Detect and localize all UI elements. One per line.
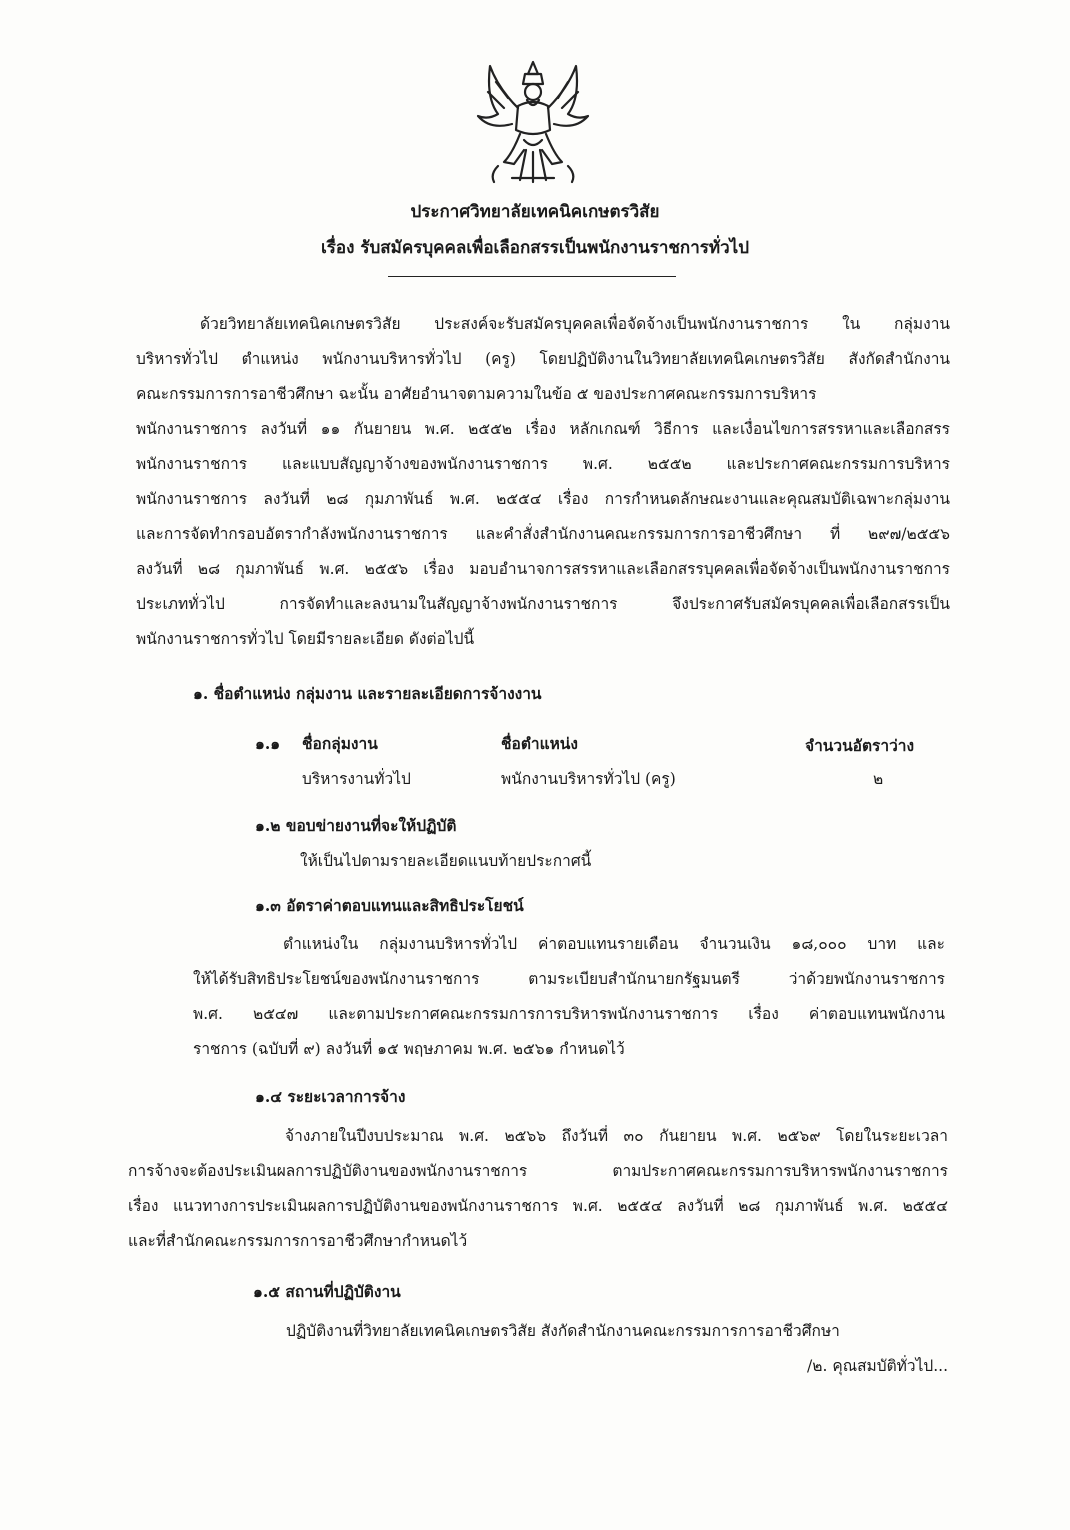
intro-line: พนักงานราชการทั่วไป โดยมีรายละเอียด ดังต่อไปนี้	[136, 630, 475, 648]
s11-number: ๑.๑	[255, 734, 281, 753]
s15-text: ปฏิบัติงานที่วิทยาลัยเทคนิคเกษตรวิสัย สังกัดสำนักงานคณะกรรมการการอาชีวศึกษา	[286, 1322, 840, 1340]
announcement-subject: เรื่อง รับสมัครบุคคลเพื่อเลือกสรรเป็นพนักงานราชการทั่วไป	[320, 238, 749, 258]
s13-line: ตำแหน่งใน กลุ่มงานบริหารทั่วไป ค่าตอบแทนรายเดือน จำนวนเงิน ๑๘,๐๐๐ บาท และ	[283, 935, 945, 953]
s11-position-value: พนักงานบริหารทั่วไป (ครู)	[501, 770, 676, 788]
s12-heading: ๑.๒ ขอบข่ายงานที่จะให้ปฏิบัติ	[255, 816, 457, 835]
garuda-emblem-icon	[468, 58, 598, 190]
s15-heading: ๑.๕ สถานที่ปฏิบัติงาน	[253, 1282, 401, 1301]
intro-line: บริหารทั่วไป ตำแหน่ง พนักงานบริหารทั่วไป (ครู) โดยปฏิบัติงานในวิทยาลัยเทคนิคเกษตรวิสัย สังกัดสำนักงาน	[136, 350, 950, 368]
s14-line: การจ้างจะต้องประเมินผลการปฏิบัติงานของพนักงานราชการ ตามประกาศคณะกรรมการบริหารพนักงานราชการ	[128, 1162, 948, 1180]
announcement-title: ประกาศวิทยาลัยเทคนิคเกษตรวิสัย	[410, 202, 660, 222]
s14-line: เรื่อง แนวทางการประเมินผลการปฏิบัติงานของพนักงานราชการ พ.ศ. ๒๕๕๔ ลงวันที่ ๒๘ กุมภาพันธ์ พ.ศ. ๒๕๕๔	[128, 1197, 948, 1215]
s11-count-value: ๒	[873, 770, 884, 788]
s11-group-value: บริหารงานทั่วไป	[302, 770, 411, 788]
s13-line: ราชการ (ฉบับที่ ๙) ลงวันที่ ๑๕ พฤษภาคม พ.ศ. ๒๕๖๑ กำหนดไว้	[193, 1040, 625, 1058]
s11-col-group: ชื่อกลุ่มงาน	[302, 734, 378, 753]
s11-col-count: จำนวนอัตราว่าง	[805, 736, 915, 755]
s13-line: ให้ได้รับสิทธิประโยชน์ของพนักงานราชการ ตามระเบียบสำนักนายกรัฐมนตรี ว่าด้วยพนักงานราชการ	[193, 970, 945, 988]
intro-line: และการจัดทำกรอบอัตรากำลังพนักงานราชการ และคำสั่งสำนักงานคณะกรรมการการอาชีวศึกษา ที่ ๒๙๗/๒๕๕๖	[136, 525, 950, 543]
intro-line: ด้วยวิทยาลัยเทคนิคเกษตรวิสัย ประสงค์จะรับสมัครบุคคลเพื่อจัดจ้างเป็นพนักงานราชการ ใน กลุ่มงาน	[200, 315, 950, 333]
s13-line: พ.ศ. ๒๕๔๗ และตามประกาศคณะกรรมการการบริหารพนักงานราชการ เรื่อง ค่าตอบแทนพนักงาน	[193, 1005, 945, 1023]
intro-line: ประเภททั่วไป การจัดทำและลงนามในสัญญาจ้างพนักงานราชการ จึงประกาศรับสมัครบุคคลเพื่อเลือกสรรเป็น	[136, 595, 950, 613]
intro-line: คณะกรรมการการอาชีวศึกษา ฉะนั้น อาศัยอำนาจตามความในข้อ ๕ ของประกาศคณะกรรมการบริหาร	[136, 385, 817, 403]
s12-text: ให้เป็นไปตามรายละเอียดแนบท้ายประกาศนี้	[300, 852, 592, 870]
section-1-heading: ๑. ชื่อตำแหน่ง กลุ่มงาน และรายละเอียดการจ้างงาน	[193, 684, 542, 703]
title-divider	[388, 276, 676, 277]
s13-heading: ๑.๓ อัตราค่าตอบแทนและสิทธิประโยชน์	[255, 896, 524, 915]
s14-heading: ๑.๔ ระยะเวลาการจ้าง	[255, 1087, 406, 1106]
s14-line: จ้างภายในปีงบประมาณ พ.ศ. ๒๕๖๖ ถึงวันที่ ๓๐ กันยายน พ.ศ. ๒๕๖๙ โดยในระยะเวลา	[285, 1127, 948, 1145]
intro-line: พนักงานราชการ ลงวันที่ ๒๘ กุมภาพันธ์ พ.ศ. ๒๕๕๔ เรื่อง การกำหนดลักษณะงานและคุณสมบัติเฉพาะกลุ่มงาน	[136, 490, 950, 508]
intro-line: ลงวันที่ ๒๘ กุมภาพันธ์ พ.ศ. ๒๕๕๖ เรื่อง มอบอำนาจการสรรหาและเลือกสรรบุคคลเพื่อจัดจ้างเป็นพนักงานราชการ	[136, 560, 950, 578]
intro-line: พนักงานราชการ ลงวันที่ ๑๑ กันยายน พ.ศ. ๒๕๕๒ เรื่อง หลักเกณฑ์ วิธีการ และเงื่อนไขการสรรหาและเลือกสรร	[136, 420, 950, 438]
page-continuation: /๒. คุณสมบัติทั่วไป...	[807, 1357, 948, 1375]
intro-line: พนักงานราชการ และแบบสัญญาจ้างของพนักงานราชการ พ.ศ. ๒๕๕๒ และประกาศคณะกรรมการบริหาร	[136, 455, 950, 473]
s11-col-position: ชื่อตำแหน่ง	[501, 734, 578, 753]
s14-line: และที่สำนักคณะกรรมการการอาชีวศึกษากำหนดไว้	[128, 1232, 468, 1250]
